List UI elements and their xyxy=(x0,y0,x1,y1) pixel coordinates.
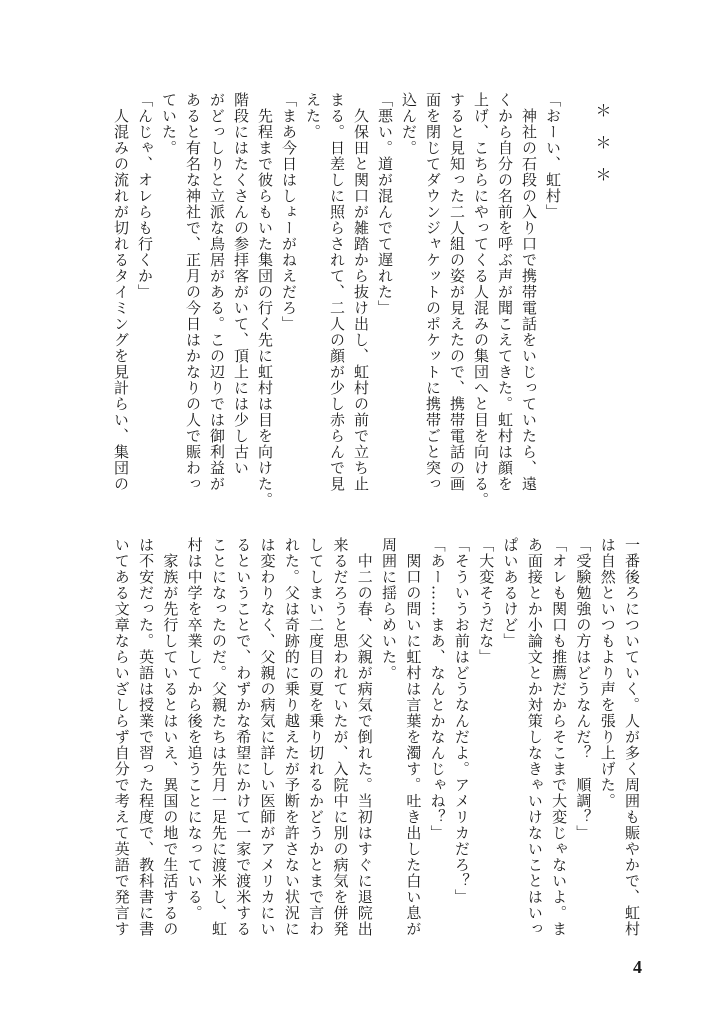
text-column: ていた。 xyxy=(160,92,178,156)
text-column: 久保田と関口が雑踏から抜け出し、虹村の前で立ち止 xyxy=(352,92,370,492)
text-column: ことになったのだ。父親たちは先月一足先に渡米し、虹 xyxy=(209,537,228,937)
page-number: 4 xyxy=(633,957,642,977)
text-block-upper xyxy=(109,92,565,508)
text-column: 「オレも関口も推薦だからそこまで大変じゃないよ。ま xyxy=(550,537,569,937)
text-column: がどっしりと立派な鳥居がある。この辺りでは御利益が xyxy=(208,92,226,492)
text-column: 「そういうお前はどうなんだよ。アメリカだろ？」 xyxy=(452,537,471,905)
text-column: は変わりなく、父親の病気に詳しい医師がアメリカにい xyxy=(258,537,277,937)
text-column: 一番後ろについていく。人が多く周囲も賑やかで、虹村 xyxy=(623,537,641,937)
text-column: 「大変そうだな」 xyxy=(477,537,496,665)
text-column: 階段にはたくさんの参拝客がいて、頂上には少し古い xyxy=(232,92,250,476)
text-column: 村は中学を卒業してから後を追うことになっている。 xyxy=(185,537,204,921)
text-column: 「受験勉強の方はどうなんだ？ 順調？」 xyxy=(574,537,593,841)
text-column: えた。 xyxy=(304,92,322,140)
text-column: すると見知った二人組の姿が見えたので、携帯電話の画 xyxy=(448,92,466,492)
text-column: 上げ、こちらにやってくる人混みの集団へと目を向ける。 xyxy=(472,92,490,508)
text-column: れた。父は奇跡的に乗り越えたが予断を許さない状況に xyxy=(282,537,301,937)
text-column: 「あー……まあ、なんとかなんじゃね？」 xyxy=(428,537,447,841)
text-column: まる。日差しに照らされて、二人の顔が少し赤らんで見 xyxy=(328,92,346,492)
text-column: 面を閉じてダウンジャケットのポケットに携帯ごと突っ xyxy=(424,92,442,492)
text-column: 家族が先行しているとはいえ、異国の地で生活するの xyxy=(161,537,180,937)
text-column: いてある文章ならいざしらず自分で考えて英語で発言す xyxy=(112,537,131,937)
text-column: あ面接とか小論文とか対策しなきゃいけないことはいっ xyxy=(525,537,544,937)
text-column: るということで、わずかな希望にかけて一家で渡米する xyxy=(234,537,253,937)
text-column: 関口の問いに虹村は言葉を濁す。吐き出した白い息が xyxy=(404,537,423,937)
text-column: してしまい二度目の夏を乗り切れるかどうかとまで言わ xyxy=(307,537,326,937)
text-column: 「んじゃ、オレらも行くか」 xyxy=(136,92,154,300)
text-column: 神社の石段の入り口で携帯電話をいじっていたら、遠 xyxy=(520,92,538,492)
text-column: は自然といつもより声を張り上げた。 xyxy=(598,537,617,809)
text-column: 人混みの流れが切れるタイミングを見計らい、集団の xyxy=(112,92,130,492)
text-column: 「まあ今日はしょーがねえだろ」 xyxy=(280,92,298,332)
text-column: 先程まで彼らもいた集団の行く先に虹村は目を向けた。 xyxy=(256,92,274,508)
text-column: 「悪い。道が混んでて遅れた」 xyxy=(376,92,394,316)
text-block-lower xyxy=(109,537,644,947)
text-column: くから自分の名前を呼ぶ声が聞こえてきた。虹村は顔を xyxy=(496,92,514,492)
section-break: ＊＊＊ xyxy=(593,102,612,198)
text-column: は不安だった。英語は授業で習った程度で、教科書に書 xyxy=(137,537,156,937)
text-column: あると有名な神社で、正月の今日はかなりの人で賑わっ xyxy=(184,92,202,492)
text-column: 周囲に揺らめいた。 xyxy=(380,537,399,681)
text-column: 中二の春、父親が病気で倒れた。当初はすぐに退院出 xyxy=(355,537,374,937)
text-column: ぱいあるけど」 xyxy=(501,537,520,649)
text-column: 込んだ。 xyxy=(400,92,418,156)
text-column: 「おーい、虹村」 xyxy=(544,92,562,220)
text-column: 来るだろうと思われていたが、入院中に別の病気を併発 xyxy=(331,537,350,937)
